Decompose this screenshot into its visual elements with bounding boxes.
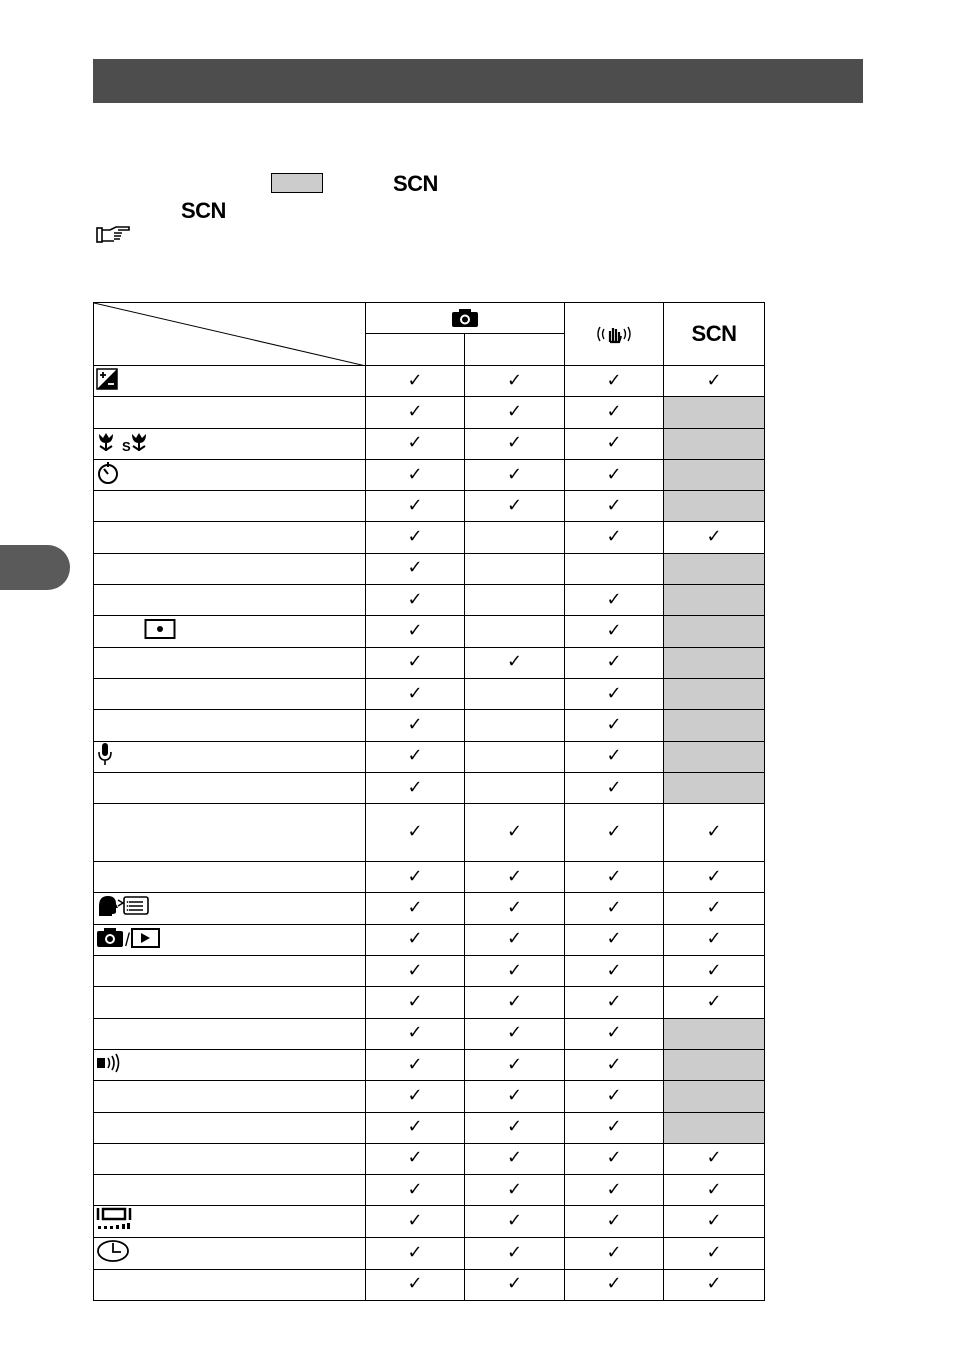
availability-cell xyxy=(664,987,765,1018)
availability-cell xyxy=(366,1206,465,1238)
clock-icon xyxy=(96,1239,130,1268)
row-label-beep xyxy=(94,1049,366,1080)
availability-cell xyxy=(366,956,465,987)
language-icon xyxy=(96,894,150,923)
checkmark-icon: ✓ xyxy=(407,745,423,767)
availability-cell xyxy=(465,1112,565,1143)
table-row xyxy=(94,1238,765,1269)
availability-cell xyxy=(465,522,565,553)
availability-cell xyxy=(565,741,664,772)
anti-shake-mode-header xyxy=(565,303,664,366)
availability-cell xyxy=(465,956,565,987)
availability-cell xyxy=(565,1143,664,1174)
checkmark-icon: ✓ xyxy=(506,1210,523,1232)
checkmark-icon: ✓ xyxy=(407,620,423,642)
availability-cell xyxy=(565,893,664,924)
row-label-row-25 xyxy=(94,1143,366,1174)
availability-cell xyxy=(664,924,765,955)
table-row xyxy=(94,893,765,924)
table-row xyxy=(94,956,765,987)
row-label-row-6 xyxy=(94,522,366,553)
availability-cell xyxy=(366,459,465,490)
checkmark-icon: ✓ xyxy=(506,865,523,887)
availability-cell xyxy=(366,1049,465,1080)
row-label-row-2 xyxy=(94,397,366,428)
checkmark-icon: ✓ xyxy=(407,588,423,610)
checkmark-icon: ✓ xyxy=(407,463,423,485)
availability-cell xyxy=(565,491,664,522)
availability-cell xyxy=(565,1049,664,1080)
availability-cell xyxy=(565,1018,664,1049)
checkmark-icon: ✓ xyxy=(606,494,622,516)
checkmark-icon: ✓ xyxy=(407,1116,423,1138)
availability-cell xyxy=(664,1206,765,1238)
row-label-row-29 xyxy=(94,1269,366,1300)
row-label-row-21 xyxy=(94,1018,366,1049)
checkmark-icon: ✓ xyxy=(506,400,523,422)
availability-cell xyxy=(565,397,664,428)
checkmark-icon: ✓ xyxy=(706,928,722,950)
checkmark-icon: ✓ xyxy=(506,1178,523,1200)
checkmark-icon: ✓ xyxy=(606,682,622,704)
checkmark-icon: ✓ xyxy=(506,651,523,673)
row-label-row-14 xyxy=(94,772,366,803)
row-label-macro xyxy=(94,428,366,459)
table-row xyxy=(94,1112,765,1143)
availability-cell xyxy=(366,1081,465,1112)
availability-cell xyxy=(565,772,664,803)
availability-cell xyxy=(664,862,765,893)
availability-cell xyxy=(664,1049,765,1080)
availability-cell xyxy=(664,522,765,553)
checkmark-icon: ✓ xyxy=(606,620,622,642)
availability-cell xyxy=(565,1112,664,1143)
checkmark-icon: ✓ xyxy=(706,1242,722,1264)
checkmark-icon: ✓ xyxy=(407,897,423,919)
table-row xyxy=(94,1206,765,1238)
availability-cell xyxy=(465,1269,565,1300)
table-row xyxy=(94,428,765,459)
table-row xyxy=(94,987,765,1018)
checkmark-icon: ✓ xyxy=(506,1116,523,1138)
availability-cell xyxy=(465,1238,565,1269)
checkmark-icon: ✓ xyxy=(706,1273,722,1295)
monitor-brightness-icon xyxy=(96,1206,132,1237)
availability-cell xyxy=(664,741,765,772)
availability-cell xyxy=(366,397,465,428)
table-row xyxy=(94,491,765,522)
row-label-row-10 xyxy=(94,647,366,678)
availability-cell xyxy=(664,1143,765,1174)
availability-cell xyxy=(366,1238,465,1269)
availability-cell xyxy=(664,616,765,647)
availability-cell xyxy=(465,678,565,709)
availability-cell xyxy=(465,1143,565,1174)
availability-cell xyxy=(565,366,664,397)
row-label-exposure-comp xyxy=(94,366,366,397)
camera-mode-header xyxy=(366,303,565,334)
table-row xyxy=(94,1269,765,1300)
availability-cell xyxy=(664,1269,765,1300)
checkmark-icon: ✓ xyxy=(706,865,722,887)
checkmark-icon: ✓ xyxy=(506,821,523,843)
checkmark-icon: ✓ xyxy=(606,897,622,919)
availability-cell xyxy=(366,1269,465,1300)
checkmark-icon: ✓ xyxy=(407,1242,423,1264)
checkmark-icon: ✓ xyxy=(606,1210,622,1232)
availability-cell xyxy=(366,710,465,741)
table-corner-cell xyxy=(94,303,366,366)
checkmark-icon: ✓ xyxy=(706,1147,722,1169)
camera-icon xyxy=(451,308,479,328)
checkmark-icon: ✓ xyxy=(606,526,622,548)
availability-cell xyxy=(465,553,565,584)
availability-cell xyxy=(465,491,565,522)
checkmark-icon: ✓ xyxy=(407,1178,423,1200)
availability-cell xyxy=(565,522,664,553)
availability-cell xyxy=(366,491,465,522)
availability-cell xyxy=(465,1081,565,1112)
table-row xyxy=(94,710,765,741)
availability-cell xyxy=(664,553,765,584)
checkmark-icon: ✓ xyxy=(606,745,622,767)
checkmark-icon: ✓ xyxy=(506,990,523,1012)
availability-cell xyxy=(465,862,565,893)
checkmark-icon: ✓ xyxy=(407,1273,423,1295)
availability-cell xyxy=(565,553,664,584)
checkmark-icon: ✓ xyxy=(606,432,622,454)
checkmark-icon: ✓ xyxy=(706,897,722,919)
availability-cell xyxy=(366,553,465,584)
row-label-row-19 xyxy=(94,956,366,987)
self-timer-icon xyxy=(96,461,120,490)
availability-cell xyxy=(366,924,465,955)
availability-cell xyxy=(565,924,664,955)
availability-cell xyxy=(366,647,465,678)
availability-cell xyxy=(465,1175,565,1206)
availability-cell xyxy=(366,522,465,553)
scn-mode-label: SCN xyxy=(181,198,226,223)
spot-metering-icon xyxy=(144,618,176,645)
availability-cell xyxy=(465,647,565,678)
availability-cell xyxy=(465,366,565,397)
availability-cell xyxy=(465,893,565,924)
checkmark-icon: ✓ xyxy=(606,1022,622,1044)
table-row xyxy=(94,647,765,678)
availability-cell xyxy=(565,459,664,490)
table-row xyxy=(94,1175,765,1206)
availability-cell xyxy=(565,956,664,987)
checkmark-icon: ✓ xyxy=(506,369,523,391)
availability-cell xyxy=(366,678,465,709)
row-label-row-26 xyxy=(94,1175,366,1206)
checkmark-icon: ✓ xyxy=(506,959,523,981)
exposure-compensation-icon xyxy=(96,368,118,395)
availability-cell xyxy=(465,987,565,1018)
table-row xyxy=(94,616,765,647)
checkmark-icon: ✓ xyxy=(606,821,622,843)
row-label-language xyxy=(94,893,366,924)
availability-cell xyxy=(565,1269,664,1300)
availability-cell xyxy=(664,893,765,924)
svg-text:S: S xyxy=(122,439,131,453)
availability-cell xyxy=(664,1081,765,1112)
availability-cell xyxy=(366,1175,465,1206)
table-row xyxy=(94,366,765,397)
availability-cell xyxy=(366,1143,465,1174)
checkmark-icon: ✓ xyxy=(606,1053,622,1075)
beep-icon xyxy=(96,1052,126,1079)
checkmark-icon: ✓ xyxy=(407,1084,423,1106)
availability-cell xyxy=(664,1238,765,1269)
availability-cell xyxy=(366,804,465,862)
availability-cell xyxy=(465,804,565,862)
checkmark-icon: ✓ xyxy=(407,713,423,735)
checkmark-icon: ✓ xyxy=(706,1178,722,1200)
table-row xyxy=(94,862,765,893)
row-label-row-7 xyxy=(94,553,366,584)
availability-cell xyxy=(565,647,664,678)
row-label-clock xyxy=(94,1238,366,1269)
checkmark-icon: ✓ xyxy=(506,1053,523,1075)
checkmark-icon: ✓ xyxy=(407,776,423,798)
checkmark-icon: ✓ xyxy=(706,1210,722,1232)
checkmark-icon: ✓ xyxy=(407,432,423,454)
row-label-row-23 xyxy=(94,1081,366,1112)
checkmark-icon: ✓ xyxy=(407,651,423,673)
chapter-side-tab xyxy=(0,545,70,590)
availability-cell xyxy=(366,741,465,772)
availability-cell xyxy=(565,678,664,709)
table-row xyxy=(94,678,765,709)
availability-cell xyxy=(465,924,565,955)
availability-cell xyxy=(565,1206,664,1238)
availability-cell xyxy=(366,862,465,893)
availability-cell xyxy=(465,397,565,428)
checkmark-icon: ✓ xyxy=(407,494,423,516)
availability-cell xyxy=(465,1049,565,1080)
availability-cell xyxy=(664,459,765,490)
checkmark-icon: ✓ xyxy=(407,369,423,391)
checkmark-icon: ✓ xyxy=(407,990,423,1012)
availability-cell xyxy=(465,1018,565,1049)
checkmark-icon: ✓ xyxy=(606,713,622,735)
checkmark-icon: ✓ xyxy=(606,1084,622,1106)
scn-mode-header: SCN xyxy=(664,303,765,366)
row-label-row-8 xyxy=(94,585,366,616)
table-row xyxy=(94,1081,765,1112)
availability-cell xyxy=(664,956,765,987)
row-label-camera-playback xyxy=(94,924,366,955)
checkmark-icon: ✓ xyxy=(706,526,722,548)
checkmark-icon: ✓ xyxy=(606,588,622,610)
checkmark-icon: ✓ xyxy=(706,369,722,391)
availability-cell xyxy=(664,397,765,428)
availability-cell xyxy=(465,459,565,490)
availability-cell xyxy=(664,1018,765,1049)
checkmark-icon: ✓ xyxy=(407,959,423,981)
availability-cell xyxy=(664,772,765,803)
row-label-monitor-brightness xyxy=(94,1206,366,1238)
checkmark-icon: ✓ xyxy=(506,1147,523,1169)
checkmark-icon: ✓ xyxy=(407,821,423,843)
availability-cell xyxy=(465,710,565,741)
checkmark-icon: ✓ xyxy=(606,959,622,981)
table-row xyxy=(94,553,765,584)
checkmark-icon: ✓ xyxy=(506,1084,523,1106)
availability-cell xyxy=(664,428,765,459)
availability-cell xyxy=(366,772,465,803)
checkmark-icon: ✓ xyxy=(407,400,423,422)
table-row xyxy=(94,804,765,862)
checkmark-icon: ✓ xyxy=(706,821,722,843)
table-row xyxy=(94,772,765,803)
row-label-row-11 xyxy=(94,678,366,709)
availability-cell xyxy=(664,1112,765,1143)
table-row xyxy=(94,741,765,772)
checkmark-icon: ✓ xyxy=(506,928,523,950)
checkmark-icon: ✓ xyxy=(407,865,423,887)
checkmark-icon: ✓ xyxy=(506,1242,523,1264)
availability-cell xyxy=(366,585,465,616)
availability-cell xyxy=(565,1175,664,1206)
checkmark-icon: ✓ xyxy=(706,990,722,1012)
checkmark-icon: ✓ xyxy=(606,1147,622,1169)
camera-submode-header-2 xyxy=(465,334,565,366)
table-row xyxy=(94,1143,765,1174)
checkmark-icon: ✓ xyxy=(606,369,622,391)
availability-cell xyxy=(664,585,765,616)
availability-cell xyxy=(565,862,664,893)
availability-cell xyxy=(664,647,765,678)
checkmark-icon: ✓ xyxy=(606,1178,622,1200)
checkmark-icon: ✓ xyxy=(606,1242,622,1264)
availability-cell xyxy=(565,616,664,647)
anti-shake-hand-icon xyxy=(597,324,631,344)
checkmark-icon: ✓ xyxy=(506,1022,523,1044)
checkmark-icon: ✓ xyxy=(606,1273,622,1295)
checkmark-icon: ✓ xyxy=(606,990,622,1012)
table-row xyxy=(94,1049,765,1080)
row-label-self-timer xyxy=(94,459,366,490)
checkmark-icon: ✓ xyxy=(606,928,622,950)
function-availability-table xyxy=(93,302,765,1301)
availability-cell xyxy=(366,1112,465,1143)
table-row xyxy=(94,522,765,553)
availability-cell xyxy=(465,1206,565,1238)
availability-cell xyxy=(366,893,465,924)
row-label-row-5 xyxy=(94,491,366,522)
checkmark-icon: ✓ xyxy=(407,1147,423,1169)
checkmark-icon: ✓ xyxy=(506,897,523,919)
availability-cell xyxy=(366,366,465,397)
row-label-microphone xyxy=(94,741,366,772)
availability-cell xyxy=(366,987,465,1018)
checkmark-icon: ✓ xyxy=(506,432,523,454)
checkmark-icon: ✓ xyxy=(606,776,622,798)
availability-cell xyxy=(465,741,565,772)
availability-cell xyxy=(565,710,664,741)
checkmark-icon: ✓ xyxy=(606,463,622,485)
microphone-icon xyxy=(96,742,114,771)
row-label-row-24 xyxy=(94,1112,366,1143)
camera-playback-icon xyxy=(96,926,160,953)
availability-cell xyxy=(664,491,765,522)
row-label-row-15 xyxy=(94,804,366,862)
availability-cell xyxy=(366,428,465,459)
table-row xyxy=(94,397,765,428)
checkmark-icon: ✓ xyxy=(407,526,423,548)
row-label-row-12 xyxy=(94,710,366,741)
checkmark-icon: ✓ xyxy=(407,682,423,704)
row-label-row-20 xyxy=(94,987,366,1018)
checkmark-icon: ✓ xyxy=(506,1273,523,1295)
availability-cell xyxy=(664,710,765,741)
checkmark-icon: ✓ xyxy=(407,928,423,950)
table-row xyxy=(94,459,765,490)
availability-cell xyxy=(366,616,465,647)
row-label-spot-metering xyxy=(94,616,366,647)
availability-cell xyxy=(565,1238,664,1269)
availability-cell xyxy=(465,616,565,647)
section-header-bar xyxy=(93,59,863,103)
checkmark-icon: ✓ xyxy=(506,463,523,485)
checkmark-icon: ✓ xyxy=(706,959,722,981)
table-row xyxy=(94,585,765,616)
checkmark-icon: ✓ xyxy=(407,1210,423,1232)
availability-cell xyxy=(565,987,664,1018)
svg-text:/: / xyxy=(125,930,131,949)
checkmark-icon: ✓ xyxy=(606,400,622,422)
checkmark-icon: ✓ xyxy=(407,1053,423,1075)
availability-cell xyxy=(565,428,664,459)
table-row xyxy=(94,1018,765,1049)
reference-hand-icon xyxy=(96,225,132,250)
row-label-row-16 xyxy=(94,862,366,893)
checkmark-icon: ✓ xyxy=(606,1116,622,1138)
availability-cell xyxy=(664,366,765,397)
checkmark-icon: ✓ xyxy=(506,494,523,516)
camera-submode-header-1 xyxy=(366,334,465,366)
scn-mode-label: SCN xyxy=(393,171,438,196)
grey-cell-legend-swatch xyxy=(271,173,323,193)
availability-cell xyxy=(664,1175,765,1206)
availability-cell xyxy=(366,1018,465,1049)
checkmark-icon: ✓ xyxy=(606,651,622,673)
availability-cell xyxy=(465,772,565,803)
availability-cell xyxy=(565,585,664,616)
checkmark-icon: ✓ xyxy=(407,1022,423,1044)
availability-cell xyxy=(465,428,565,459)
availability-cell xyxy=(565,804,664,862)
availability-cell xyxy=(664,804,765,862)
checkmark-icon: ✓ xyxy=(606,865,622,887)
availability-cell xyxy=(664,678,765,709)
table-row xyxy=(94,924,765,955)
checkmark-icon: ✓ xyxy=(407,557,423,579)
availability-cell xyxy=(565,1081,664,1112)
availability-cell xyxy=(465,585,565,616)
macro-supermacro-icon xyxy=(96,430,152,457)
